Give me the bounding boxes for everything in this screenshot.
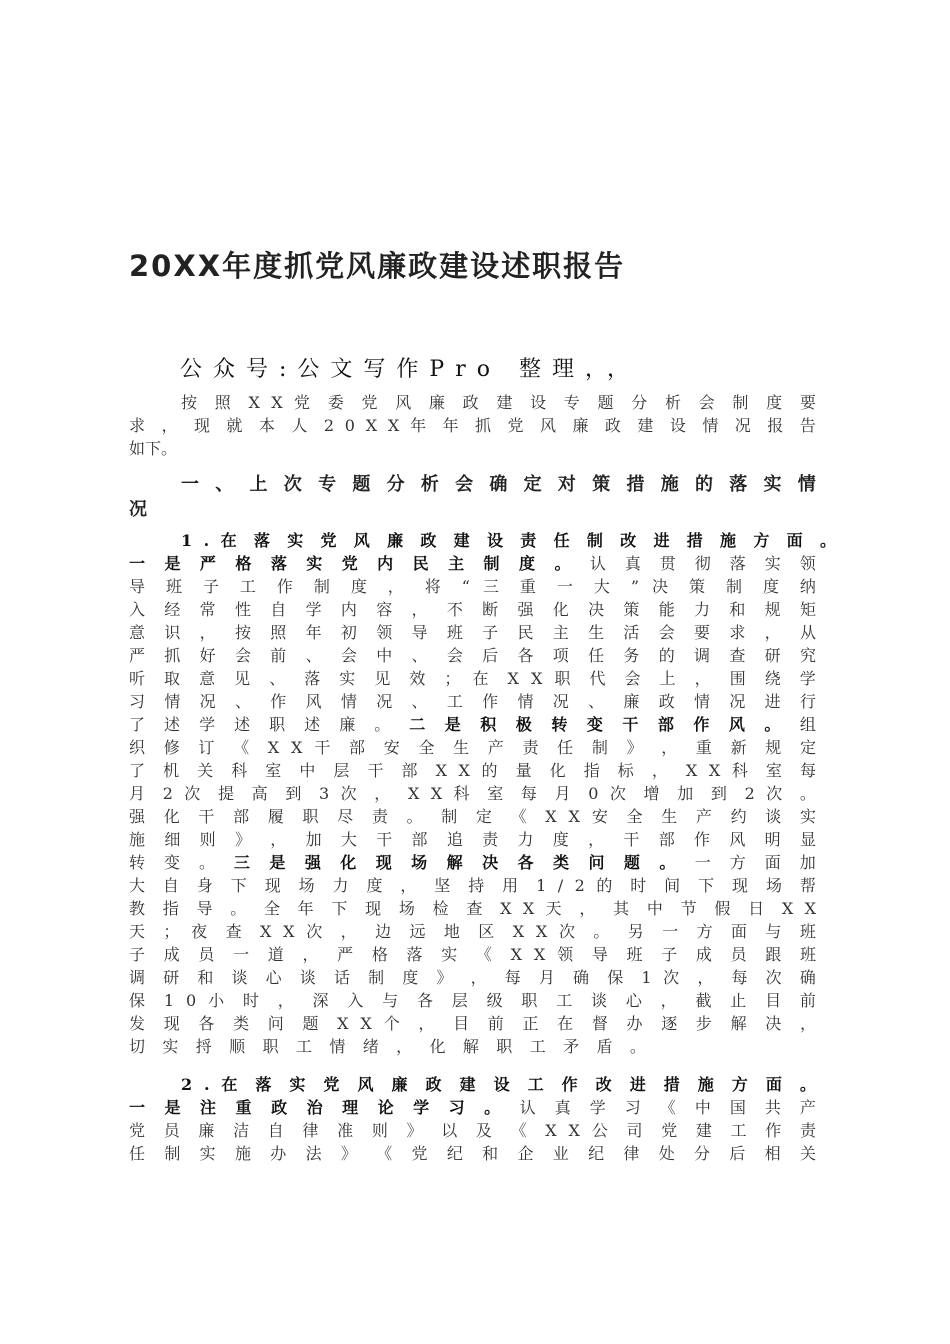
- intro-paragraph: [129, 391, 816, 460]
- text-run: 转 变 。: [129, 853, 222, 872]
- paragraph-line: 天 ； 夜 查 X X 次 ， 边 远 地 区 X X 次 。 另 一 方 面 与 班: [129, 922, 816, 941]
- section-2-paragraph: [129, 1073, 816, 1165]
- paragraph-line: 导 班 子 工 作 制 度 ， 将 “ 三 重 一 大 ” 决 策 制 度 纳: [129, 577, 816, 596]
- paragraph-line: 听 取 意 见 、 落 实 见 效 ； 在 X X 职 代 会 上 ， 围 绕 学: [129, 669, 816, 688]
- paragraph-line: 意 识 ， 按 照 年 初 领 导 班 子 民 主 生 活 会 要 求 ， 从: [129, 623, 816, 642]
- paragraph-line: 入 经 常 性 自 学 内 容 ， 不 断 强 化 决 策 能 力 和 规 矩: [129, 600, 816, 619]
- paragraph-line: 织 修 订 《 X X 干 部 安 全 生 产 责 任 制 》 ， 重 新 规 定: [129, 738, 816, 757]
- paragraph-line: 发 现 各 类 问 题 X X 个 ， 目 前 正 在 督 办 逐 步 解 决 ，: [129, 1014, 816, 1033]
- paragraph-line: [129, 529, 836, 552]
- paragraph-line: 子 成 员 一 道 ， 严 格 落 实 《 X X 领 导 班 子 成 员 跟 班: [129, 945, 816, 964]
- paragraph-line: 任 制 实 施 办 法 》 《 党 纪 和 企 业 纪 律 处 分 后 相 关: [129, 1144, 816, 1163]
- paragraph-line: [129, 552, 816, 575]
- paragraph-line: 切 实 捋 顺 职 工 情 绪 ， 化 解 职 工 矛 盾 。: [129, 1037, 646, 1056]
- intro-line: 如下。: [129, 439, 178, 458]
- paragraph-line: [129, 1096, 816, 1119]
- point-heading: 二 是 积 极 转 变 干 部 作 风 。: [409, 715, 788, 734]
- text-run: 了 述 学 述 职 述 廉 。: [129, 715, 398, 734]
- paragraph-line: 党 员 廉 洁 自 律 准 则 》 以 及 《 X X 公 司 党 建 工 作 责: [129, 1121, 816, 1140]
- paragraph-line: 大 自 身 下 现 场 力 度 ， 坚 持 用 1 / 2 的 时 间 下 现 场 帮: [129, 876, 816, 895]
- paragraph-line: [129, 713, 816, 736]
- point-heading: 一 是 注 重 政 治 理 论 学 习 。: [129, 1098, 508, 1117]
- paragraph-line: 教 指 导 。 全 年 下 现 场 检 查 X X 天 ， 其 中 节 假 日 X X: [129, 899, 816, 918]
- paragraph-line: 保 1 0 小 时 ， 深 入 与 各 层 级 职 工 谈 心 ， 截 止 目 前: [129, 991, 816, 1010]
- document-subtitle: 公众号:公文写作Pro 整理，，: [180, 357, 640, 382]
- paragraph-line: 严 抓 好 会 前 、 会 中 、 会 后 各 项 任 务 的 调 查 研 究: [129, 646, 816, 665]
- intro-line: 按 照 X X 党 委 党 风 廉 政 建 设 专 题 分 析 会 制 度 要: [181, 393, 816, 412]
- subheading: 2 . 在 落 实 党 风 廉 政 建 设 工 作 改 进 措 施 方 面 。: [181, 1075, 816, 1094]
- point-heading: 一 是 严 格 落 实 党 内 民 主 制 度 。: [129, 554, 578, 573]
- text-run: 认 真 学 习 《 中 国 共 产: [519, 1098, 816, 1117]
- point-heading: 三 是 强 化 现 场 解 决 各 类 问 题 。: [233, 853, 683, 872]
- paragraph-line: 调 研 和 谈 心 谈 话 制 度 》 ， 每 月 确 保 1 次 ， 每 次 确: [129, 968, 816, 987]
- paragraph-line: 了 机 关 科 室 中 层 干 部 X X 的 量 化 指 标 ， X X 科 室 每: [129, 761, 816, 780]
- heading-line: 一 、 上 次 专 题 分 析 会 确 定 对 策 措 施 的 落 实 情: [181, 474, 816, 495]
- paragraph-line: 强 化 干 部 履 职 尽 责 。 制 定 《 X X 安 全 生 产 约 谈 实: [129, 807, 816, 826]
- subheading: 1 . 在 落 实 党 风 廉 政 建 设 责 任 制 改 进 措 施 方 面 。: [181, 531, 836, 550]
- text-run: 组: [799, 715, 816, 734]
- text-run: 一 方 面 加: [694, 853, 816, 872]
- section-1-paragraph: [129, 529, 836, 1058]
- heading-line: 况: [129, 499, 147, 520]
- intro-line: 求 ， 现 就 本 人 2 0 X X 年 年 抓 党 风 廉 政 建 设 情 况 报 告: [129, 416, 816, 435]
- text-run: 认 真 贯 彻 落 实 领: [589, 554, 816, 573]
- paragraph-line: 施 细 则 》 ， 加 大 干 部 追 责 力 度 ， 干 部 作 风 明 显: [129, 830, 816, 849]
- document-title: 20XX年度抓党风廉政建设述职报告: [129, 249, 626, 283]
- heading-1: [129, 472, 816, 522]
- paragraph-line: [129, 1073, 816, 1096]
- paragraph-line: 月 2 次 提 高 到 3 次 ， X X 科 室 每 月 0 次 增 加 到 2 次 。: [129, 784, 816, 803]
- paragraph-line: [129, 851, 816, 874]
- paragraph-line: 习 情 况 、 作 风 情 况 、 工 作 情 况 、 廉 政 情 况 进 行: [129, 692, 816, 711]
